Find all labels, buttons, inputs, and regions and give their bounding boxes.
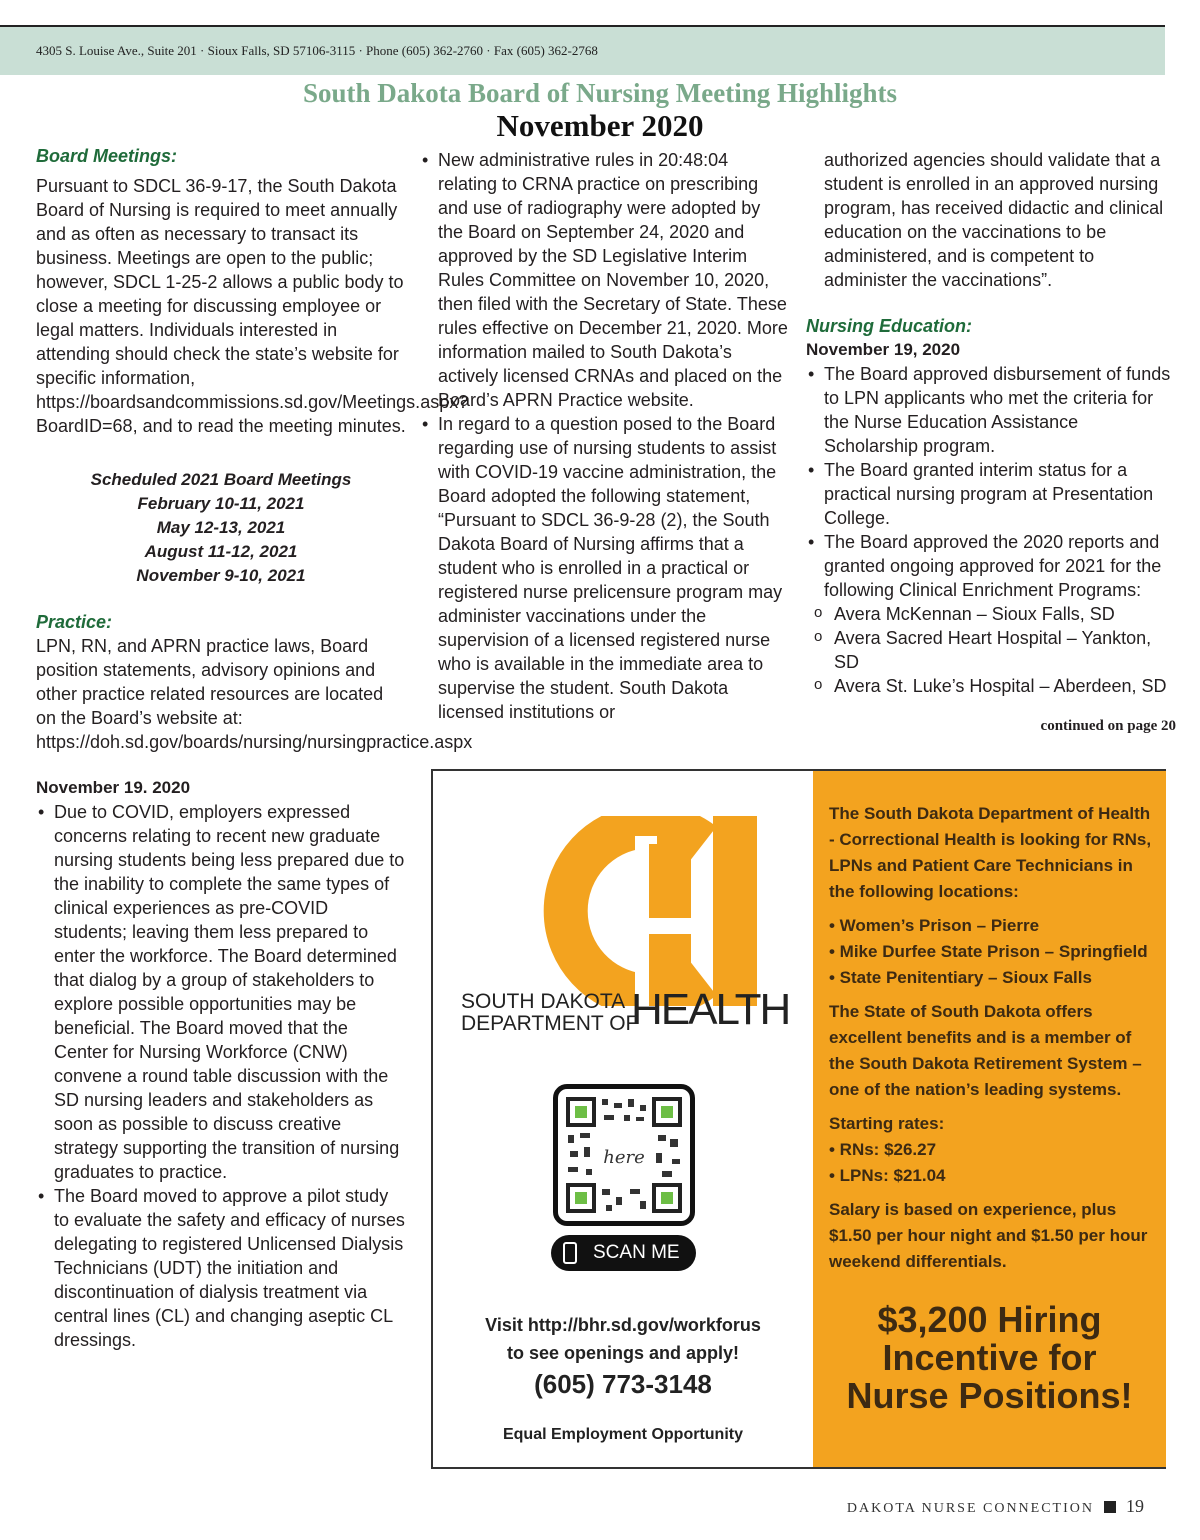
incentive-line: Incentive for	[882, 1337, 1097, 1378]
list-item: • The Board granted interim status for a practical nursing program at Presentation College.	[806, 458, 1176, 530]
schedule-date: August 11-12, 2021	[144, 542, 298, 561]
page-number: 19	[1126, 1496, 1144, 1516]
job-advertisement	[431, 769, 1166, 1469]
phone-icon	[563, 1242, 577, 1264]
incentive-line: $3,200 Hiring	[877, 1299, 1102, 1340]
location-item: • State Penitentiary – Sioux Falls	[829, 968, 1092, 987]
practice-text: LPN, RN, and APRN practice laws, Board position statements, advisory opinions and other practice related resources are located on the Board’s website at: https://doh.sd.gov/boards/nursing/nursingpractice.aspx	[36, 636, 473, 752]
org-name-line: DEPARTMENT OF	[461, 1012, 639, 1035]
date-heading: November 19. 2020	[36, 778, 191, 797]
page-title: South Dakota Board of Nursing Meeting Highlights	[302, 78, 898, 108]
ad-info-text	[829, 801, 1159, 1283]
incentive-line: Nurse Positions!	[846, 1375, 1133, 1416]
visit-link[interactable]: Visit http://bhr.sd.gov/workforus	[485, 1315, 761, 1335]
ad-benefits: The State of South Dakota offers excellent benefits and is a member of the South Dakota Retirement System – one of the nation’s leading systems.	[829, 1002, 1142, 1099]
list-item: • New administrative rules in 20:48:04 relating to CRNA practice on prescribing and use of radiography were adopted by the Board on September 24, 2020 and approved by the SD Legislative Interim Rules Committee on November 10, 2020, then filed with the Secretary of State. These rules effective on December 21, 2020. More information mailed to South Dakota’s actively licensed CRNAs and placed on the Board’s APRN Practice website.	[420, 148, 790, 412]
continued-text: authorized agencies should validate that a student is enrolled in an approved nursing program, has received didactic and clinical education on the vaccinations to be administered, and is competent to administer the vaccinations”.	[824, 150, 1164, 290]
page-subtitle: November 2020	[496, 108, 704, 143]
ad-salary: Salary is based on experience, plus $1.50 per hour night and $1.50 per hour weekend differentials.	[829, 1200, 1148, 1271]
list-item: • Due to COVID, employers expressed concerns relating to recent new graduate nursing students being less prepared due to the inability to complete the same types of clinical experiences as pre-COVID students; leaving them less prepared to enter the workforce. The Board determined that dialog by a group of stakeholders to explore possible opportunities may be beneficial. The Board moved that the Center for Nursing Workforce (CNW) convene a round table discussion with the SD nursing leaders and stakeholders as soon as possible to discuss creative strategy supporting the transition of nursing graduates to practice.	[36, 800, 406, 1184]
list-item: • In regard to a question posed to the Board regarding use of nursing students to assist with COVID-19 vaccine administration, the Board adopted the following statement, “Pursuant to SDCL 36-9-28 (2), the South Dakota Board of Nursing affirms that a student who is enrolled in a practical or registered nurse prelicensure program may administer vaccinations under the supervision of a licensed registered nurse who is available in the immediate area to supervise the student. South Dakota licensed institutions or	[420, 412, 790, 724]
page-footer	[847, 1496, 1144, 1517]
scan-me-label: SCAN ME	[593, 1242, 680, 1263]
hiring-incentive	[813, 1301, 1166, 1415]
list-item: • The Board approved the 2020 reports and granted ongoing approved for 2021 for the following Clinical Enrichment Programs:	[806, 530, 1176, 602]
schedule-date: February 10-11, 2021	[137, 494, 305, 513]
education-list	[806, 362, 1176, 698]
sub-list-item: o Avera St. Luke’s Hospital – Aberdeen, SD	[806, 674, 1176, 698]
schedule-title: Scheduled 2021 Board Meetings	[90, 470, 352, 489]
qr-code[interactable]	[553, 1084, 695, 1226]
continued-note: continued on page 20	[1040, 718, 1176, 734]
scan-me-button[interactable]	[551, 1235, 696, 1271]
phone-number[interactable]: (605) 773-3148	[534, 1369, 712, 1399]
column-1	[36, 144, 473, 1352]
rate-item: • RNs: $26.27	[829, 1140, 937, 1159]
date-heading: November 19, 2020	[806, 340, 961, 359]
list-item: • The Board moved to approve a pilot study to evaluate the safety and efficacy of nurses delegating to registered Unlicensed Dialysis Technicians (UDT) the initiation and discontinuation of dialysis treatment via central lines (CL) and changing aseptic CL dressings.	[36, 1184, 406, 1352]
qr-center-text: here	[603, 1147, 645, 1168]
board-meetings-text: Pursuant to SDCL 36-9-17, the South Dakota Board of Nursing is required to meet annually and as often as necessary to transact its business. Meetings are open to the public; however, SDCL 1-25-2 allows a public body to close a meeting for discussing employee or legal matters. Individuals interested in attending should check the state’s website for specific information, https://boardsandcommissions.sd.gov/Meetings.aspx?BoardID=68, and to read the meeting minutes.	[36, 176, 469, 436]
location-item: • Mike Durfee State Prison – Springfield	[829, 942, 1148, 961]
practice-list-continued	[420, 148, 790, 724]
qr-pattern	[558, 1089, 690, 1221]
sub-list-item: o Avera McKennan – Sioux Falls, SD	[806, 602, 1176, 626]
equal-employment-note: Equal Employment Opportunity	[502, 1426, 743, 1443]
visit-text	[433, 1311, 813, 1367]
publication-name: DAKOTA NURSE CONNECTION	[846, 1501, 1094, 1516]
location-item: • Women’s Prison – Pierre	[829, 916, 1040, 935]
sub-list-item: o Avera Sacred Heart Hospital – Yankton, SD	[806, 626, 1176, 674]
list-item: • The Board approved disbursement of funds to LPN applicants who met the criteria for the Nurse Education Assistance Scholarship program.	[806, 362, 1176, 458]
schedule-date: May 12-13, 2021	[156, 518, 286, 537]
nursing-education-heading: Nursing Education:	[806, 316, 972, 336]
column-3	[806, 148, 1176, 738]
address-text: 4305 S. Louise Ave., Suite 201 · Sioux Falls, SD 57106-3115 · Phone (605) 362-2760 · Fax (605) 362-2768	[36, 43, 598, 58]
ad-intro: The South Dakota Department of Health - Correctional Health is looking for RNs, LPNs and Patient Care Technicians in the following locations:	[829, 804, 1152, 901]
practice-heading: Practice:	[36, 612, 113, 632]
department-of-health-logo	[543, 816, 763, 1006]
ad-info-panel	[813, 771, 1166, 1467]
schedule-date: November 9-10, 2021	[136, 566, 306, 585]
column-2	[420, 148, 790, 724]
visit-line: to see openings and apply!	[506, 1343, 740, 1363]
rate-item: • LPNs: $21.04	[829, 1166, 946, 1185]
org-name-line: SOUTH DAKOTA	[461, 990, 626, 1013]
address-bar	[0, 27, 1165, 75]
rates-title: Starting rates:	[829, 1114, 945, 1133]
practice-list	[36, 800, 406, 1352]
board-meetings-heading: Board Meetings:	[36, 146, 178, 166]
org-health-wordmark: HEALTH	[631, 985, 790, 1034]
schedule-block	[36, 468, 406, 588]
footer-square-icon	[1104, 1501, 1116, 1513]
org-name	[461, 991, 638, 1035]
